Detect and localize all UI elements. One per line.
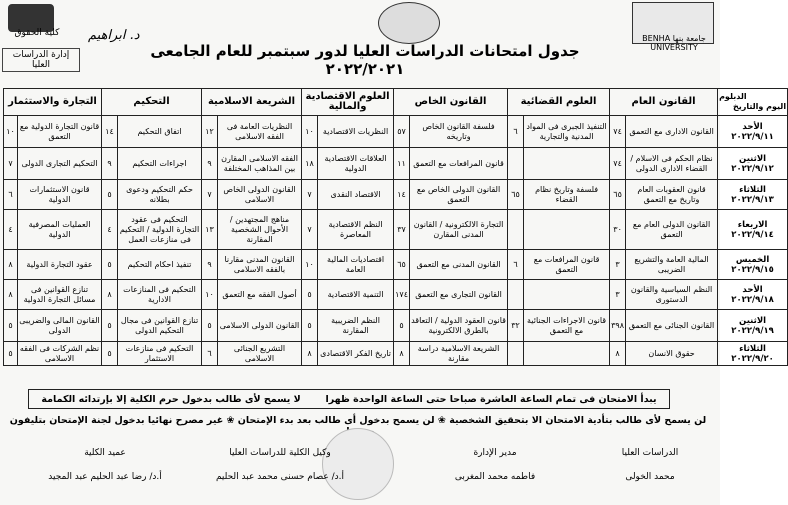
student-count-cell: ٨	[4, 280, 18, 310]
student-count-cell: ١٤	[102, 116, 118, 148]
student-count-cell: ١٠	[302, 116, 318, 148]
exam-table-body	[4, 116, 788, 366]
table-row	[4, 116, 788, 148]
quality-seal	[378, 2, 440, 44]
student-count-cell: ٨	[302, 342, 318, 366]
subject-cell: قانون العقوبات العام وتاريخ مع التعمق	[626, 180, 718, 210]
day-date-cell: الخميس ٢٠٢٢/٩/١٥	[718, 250, 788, 280]
subject-cell: القانون الجنائى مع التعمق	[626, 310, 718, 342]
student-count-cell: ٤	[4, 210, 18, 250]
student-count-cell: ١٠	[202, 280, 218, 310]
subject-cell: النظم الضريبية المقارنة	[318, 310, 394, 342]
table-row	[4, 342, 788, 366]
col-economic: العلوم الاقتصادية والمالية	[302, 89, 394, 116]
subject-cell: قانون المرافعات مع التعمق	[524, 250, 610, 280]
subject-cell: القانون المالى والضريبى الدولى	[18, 310, 102, 342]
student-count-cell: ٧	[302, 210, 318, 250]
subject-cell: النظريات العامة فى الفقه الاسلامى	[218, 116, 302, 148]
subject-cell: تنازع القوانين فى مجال التحكيم الدولى	[118, 310, 202, 342]
exam-table	[3, 88, 788, 366]
day-date-cell: الأحد ٢٠٢٢/٩/١١	[718, 116, 788, 148]
subject-cell	[524, 210, 610, 250]
exam-rules-notice: لن يسمح لأى طالب بتأدية الامتحان الا بتحقيق الشخصية ❀ لن يسمح بدخول أى طالب بعد بدء الإمتحان ❀ غير مصرح نهائيا بدخول لجنة الإمتحان بتليفون	[9, 415, 707, 426]
subject-cell: نظم الشركات فى الفقه الاسلامى	[18, 342, 102, 366]
student-count-cell: ٨	[394, 342, 410, 366]
student-count-cell: ٦	[508, 250, 524, 280]
subject-cell: القانون الدولى الخاص مع التعمق	[410, 180, 508, 210]
subject-cell: تنازع القوانين فى مسائل التجارة الدولية	[18, 280, 102, 310]
subject-cell: اجراءات التحكيم	[118, 148, 202, 180]
student-count-cell: ٨	[4, 250, 18, 280]
notice-mask: لا يسمح لأى طالب بدخول حرم الكلية إلا بإرتدائه الكمامة	[41, 393, 301, 405]
table-row	[4, 250, 788, 280]
student-count-cell: ٦٥	[508, 180, 524, 210]
student-count-cell: ٥٧	[394, 116, 410, 148]
table-row	[4, 280, 788, 310]
subject-cell	[524, 280, 610, 310]
subject-cell: فلسفة القانون الخاص وتاريخه	[410, 116, 508, 148]
student-count-cell: ٨	[102, 280, 118, 310]
signature-manager: مدير الإدارة فاطمه محمد المغربى	[454, 448, 536, 482]
student-count-cell: ٤	[102, 210, 118, 250]
day-date-cell: الثلاثاء ٢٠٢٢/٩/٢٠	[718, 342, 788, 366]
student-count-cell: ٣٢	[508, 310, 524, 342]
day-date-cell: الأحد ٢٠٢٢/٩/١٨	[718, 280, 788, 310]
day-date-cell: الاثنين ٢٠٢٢/٩/١٩	[718, 310, 788, 342]
student-count-cell: ١٢	[202, 116, 218, 148]
subject-cell: حقوق الانسان	[626, 342, 718, 366]
subject-cell: القانون المدنى مع التعمق	[410, 250, 508, 280]
subject-cell: العلاقات الاقتصادية الدولية	[318, 148, 394, 180]
day-date-cell: الثلاثاء ٢٠٢٢/٩/١٣	[718, 180, 788, 210]
signature-grad-studies: الدراسات العليا محمد الخولى	[621, 448, 679, 482]
student-count-cell: ٥	[302, 310, 318, 342]
subject-cell: اتفاق التحكيم	[118, 116, 202, 148]
diploma-day-header: الدبلوم اليوم والتاريخ	[718, 89, 788, 116]
subject-cell: قانون العقود الدولية / التعاقد بالطرق الالكترونية	[410, 310, 508, 342]
student-count-cell: ٧	[202, 180, 218, 210]
student-count-cell: ٥	[394, 310, 410, 342]
student-count-cell: ٧	[4, 148, 18, 180]
subject-cell: قانون التجارة الدولية مع التعمق	[18, 116, 102, 148]
subject-cell: العمليات المصرفية الدولية	[18, 210, 102, 250]
student-count-cell: ١٠	[4, 116, 18, 148]
subject-cell: مناهج المجتهدين / الأحوال الشخصية المقارنة	[218, 210, 302, 250]
subject-cell: التشريع الجنائى الاسلامى	[218, 342, 302, 366]
student-count-cell	[508, 342, 524, 366]
university-name: جامعة بنها BENHA UNIVERSITY	[642, 34, 706, 52]
student-count-cell: ٣٧	[394, 210, 410, 250]
student-count-cell	[508, 280, 524, 310]
student-count-cell: ٣	[610, 250, 626, 280]
student-count-cell: ٥	[102, 342, 118, 366]
subject-cell: فلسفة وتاريخ نظام القضاء	[524, 180, 610, 210]
subject-cell: القانون المدنى مقارنا بالفقه الاسلامى	[218, 250, 302, 280]
day-date-cell: الاربعاء ٢٠٢٢/٩/١٤	[718, 210, 788, 250]
student-count-cell: ٧	[302, 180, 318, 210]
student-count-cell: ٧٤	[610, 116, 626, 148]
subject-cell: القانون الادارى مع التعمق	[626, 116, 718, 148]
student-count-cell: ٩	[202, 250, 218, 280]
subject-cell: الشريعة الاسلامية دراسة مقارنة	[410, 342, 508, 366]
student-count-cell: ١٠	[302, 250, 318, 280]
student-count-cell: ٥	[302, 280, 318, 310]
student-count-cell: ٣٩٨	[610, 310, 626, 342]
col-private-law: القانون الخاص	[394, 89, 508, 116]
student-count-cell: ١٤	[394, 180, 410, 210]
subject-cell: القانون الدولى الخاص الاسلامى	[218, 180, 302, 210]
student-count-cell: ٦٥	[610, 180, 626, 210]
notice-time: يبدأ الامتحان فى تمام الساعة العاشرة صباحا حتى الساعة الواحدة ظهرا	[325, 393, 657, 405]
student-count-cell	[508, 148, 524, 180]
subject-cell: التحكيم فى منازعات الاستثمار	[118, 342, 202, 366]
student-count-cell: ٣	[610, 280, 626, 310]
subject-cell: قانون المرافعات مع التعمق	[410, 148, 508, 180]
student-count-cell: ٩	[102, 148, 118, 180]
subject-cell: النظريات الاقتصادية	[318, 116, 394, 148]
subject-cell	[524, 342, 610, 366]
student-count-cell: ١٣	[202, 210, 218, 250]
table-row	[4, 310, 788, 342]
subject-cell: الاقتصاد النقدى	[318, 180, 394, 210]
subject-cell: التنفيذ الجبرى فى المواد المدنية والتجارية	[524, 116, 610, 148]
department-name: إدارة الدراسات العليا	[2, 48, 80, 72]
student-count-cell: ٨	[610, 342, 626, 366]
subject-cell: قانون الاجراءات الجنائية مع التعمق	[524, 310, 610, 342]
subject-cell: اقتصاديات المالية العامة	[318, 250, 394, 280]
subject-cell: الفقه الاسلامى المقارن بين المذاهب المختلفة	[218, 148, 302, 180]
col-arbitration: التحكيم	[102, 89, 202, 116]
subject-cell: أصول الفقه مع التعمق	[218, 280, 302, 310]
col-public-law: القانون العام	[610, 89, 718, 116]
col-judicial: العلوم القضائية	[508, 89, 610, 116]
subject-cell	[524, 148, 610, 180]
student-count-cell	[508, 210, 524, 250]
subject-cell: تاريخ الفكر الاقتصادى	[318, 342, 394, 366]
student-count-cell: ٧٤	[610, 148, 626, 180]
subject-cell: القانون الدولى الاسلامى	[218, 310, 302, 342]
subject-cell: التحكيم فى عقود التجارة الدولية / التحكيم فى منازعات العمل	[118, 210, 202, 250]
exam-time-notice	[28, 389, 670, 409]
student-count-cell: ١٧٤	[394, 280, 410, 310]
handwritten-note: د. ابراهيم	[88, 28, 140, 43]
page-title: جدول امتحانات الدراسات العليا لدور سبتمبر للعام الجامعى ٢٠٢٢/٢٠٢١	[150, 42, 580, 78]
subject-cell: النظم السياسية والقانون الدستورى	[626, 280, 718, 310]
student-count-cell: ٦	[508, 116, 524, 148]
signature-vice-dean: وكيل الكلية للدراسات العليا أ.د/ عصام حسنى محمد عبد الحليم	[215, 448, 345, 482]
student-count-cell: ٥	[102, 250, 118, 280]
subject-cell: نظام الحكم فى الاسلام / القضاء الادارى الدولى	[626, 148, 718, 180]
col-sharia: الشريعة الاسلامية	[202, 89, 302, 116]
student-count-cell: ٣٠	[610, 210, 626, 250]
subject-cell: التجارة الالكترونية / القانون المدنى المقارن	[410, 210, 508, 250]
subject-cell: القانون الدولى العام مع التعمق	[626, 210, 718, 250]
student-count-cell: ٥	[4, 342, 18, 366]
subject-cell: قانون الاستثمارات الدولية	[18, 180, 102, 210]
subject-cell: تنفيذ احكام التحكيم	[118, 250, 202, 280]
subject-cell: المالية العامة والتشريع الضريبى	[626, 250, 718, 280]
student-count-cell: ٥	[102, 180, 118, 210]
student-count-cell: ٥	[202, 310, 218, 342]
subject-cell: النظم الاقتصادية المعاصرة	[318, 210, 394, 250]
subject-cell: عقود التجارة الدولية	[18, 250, 102, 280]
student-count-cell: ٥	[102, 310, 118, 342]
student-count-cell: ٥	[4, 310, 18, 342]
table-row	[4, 180, 788, 210]
student-count-cell: ١١	[394, 148, 410, 180]
col-commerce: التجارة والاستثمار	[4, 89, 102, 116]
faculty-name: كلية الحقوق	[14, 28, 60, 38]
signature-dean: عميد الكلية أ.د/ رضا عبد الحليم عبد المجيد	[48, 448, 162, 482]
subject-cell: حكم التحكيم ودعوى بطلانه	[118, 180, 202, 210]
table-row	[4, 210, 788, 250]
student-count-cell: ٩	[202, 148, 218, 180]
student-count-cell: ٦	[4, 180, 18, 210]
subject-cell: التنمية الاقتصادية	[318, 280, 394, 310]
table-row	[4, 148, 788, 180]
day-date-cell: الاثنين ٢٠٢٢/٩/١٢	[718, 148, 788, 180]
subject-cell: القانون التجارى مع التعمق	[410, 280, 508, 310]
subject-cell: التحكيم التجارى الدولى	[18, 148, 102, 180]
student-count-cell: ٦	[202, 342, 218, 366]
subject-cell: التحكيم فى المنازعات الادارية	[118, 280, 202, 310]
student-count-cell: ٦٥	[394, 250, 410, 280]
student-count-cell: ١٨	[302, 148, 318, 180]
